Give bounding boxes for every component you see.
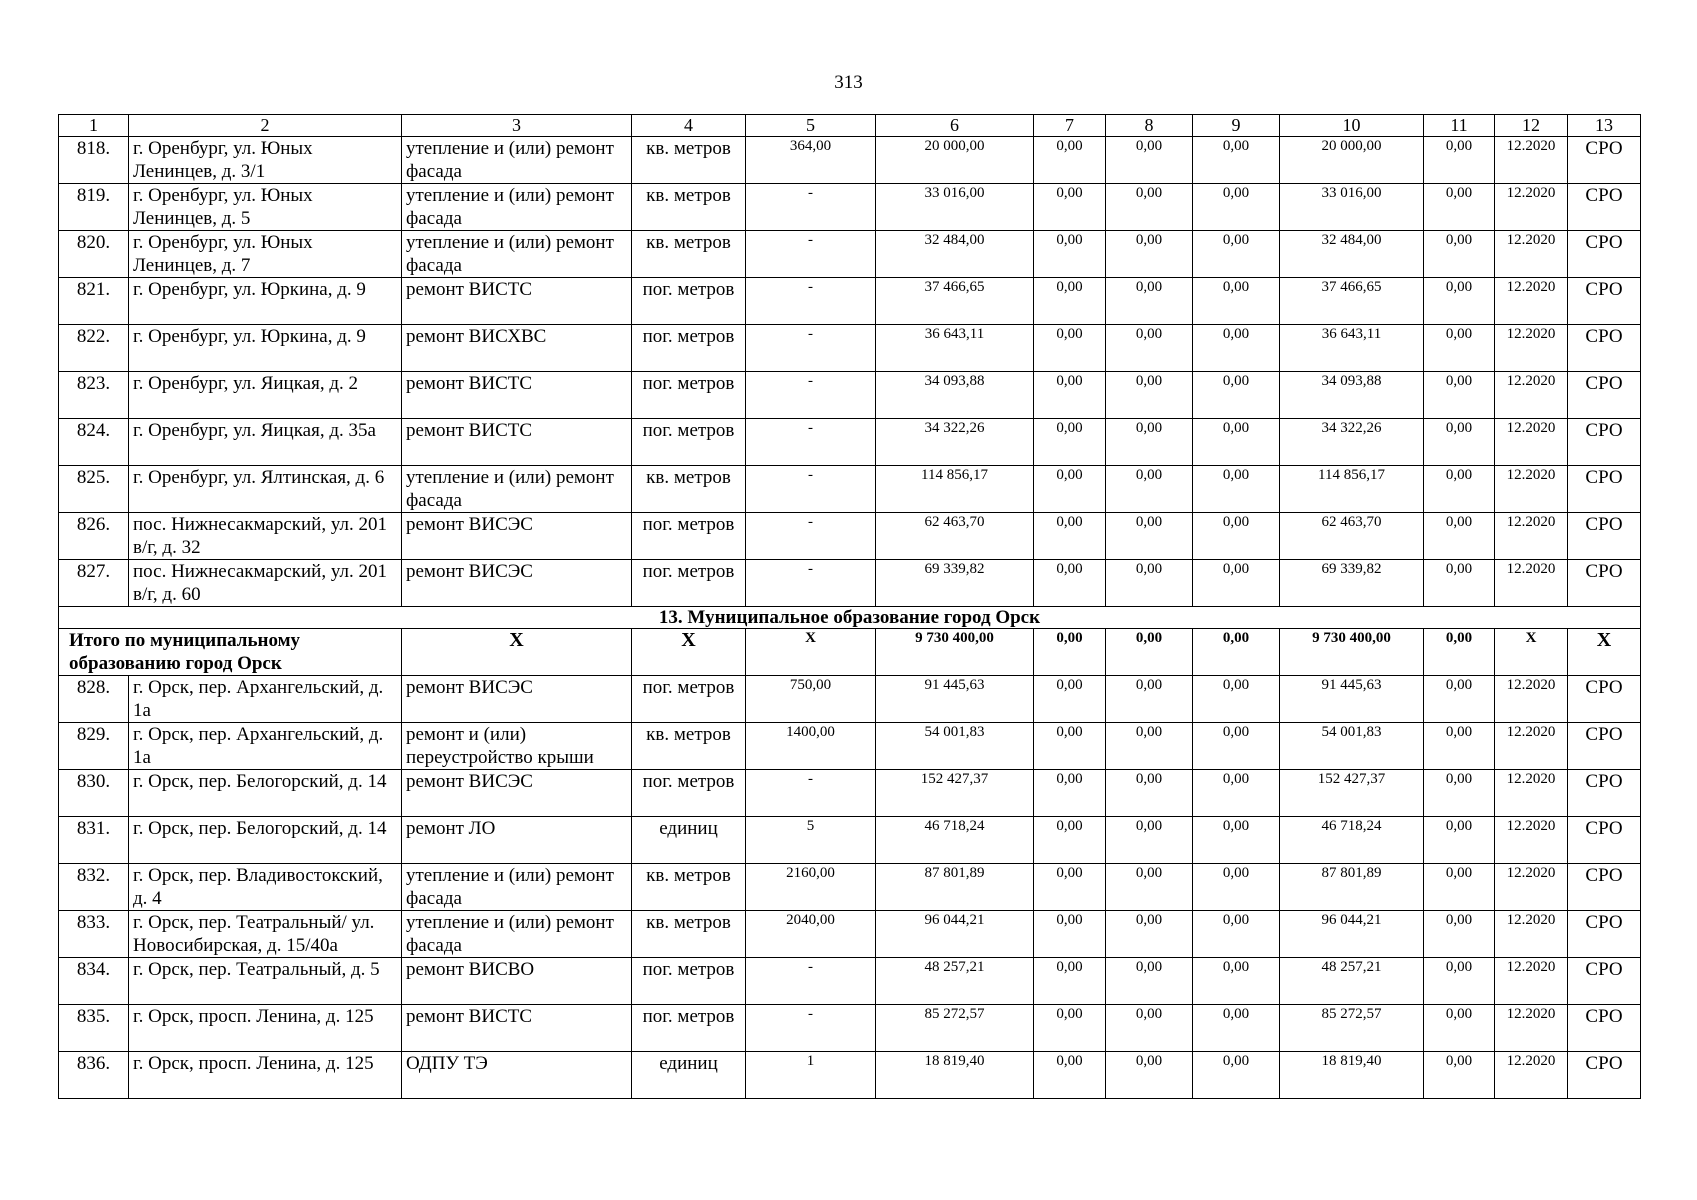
unit-cell: пог. метров [632,278,746,325]
volume-cell: - [746,419,876,466]
fund-cell: 0,00 [1106,911,1193,958]
total-cost-cell: 48 257,21 [1280,958,1424,1005]
fund-cell: 0,00 [1034,419,1106,466]
total-cell: 0,00 [1034,629,1106,676]
row-number: 820. [59,231,129,278]
work-type-cell: ремонт ВИСТС [402,419,632,466]
source-cell: СРО [1568,325,1641,372]
cost-cell: 37 466,65 [876,278,1034,325]
cost-cell: 54 001,83 [876,723,1034,770]
total-cost-cell: 33 016,00 [1280,184,1424,231]
address-cell: г. Оренбург, ул. Яицкая, д. 35а [129,419,402,466]
fund-cell: 0,00 [1193,560,1280,607]
header-cell: 2 [129,115,402,137]
volume-cell: 5 [746,817,876,864]
source-cell: СРО [1568,372,1641,419]
total-cost-cell: 114 856,17 [1280,466,1424,513]
unit-cell: пог. метров [632,372,746,419]
total-cost-cell: 91 445,63 [1280,676,1424,723]
fund-cell: 0,00 [1193,958,1280,1005]
fund-cell: 0,00 [1106,770,1193,817]
fund-cell: 0,00 [1193,137,1280,184]
table-row [59,958,1641,1005]
row-number: 827. [59,560,129,607]
work-type-cell: утепление и (или) ремонт фасада [402,184,632,231]
total-cost-cell: 20 000,00 [1280,137,1424,184]
volume-cell: 364,00 [746,137,876,184]
work-type-cell: утепление и (или) ремонт фасада [402,466,632,513]
source-cell: СРО [1568,278,1641,325]
address-cell: г. Оренбург, ул. Юркина, д. 9 [129,278,402,325]
cost-cell: 62 463,70 [876,513,1034,560]
fund-cell: 0,00 [1034,231,1106,278]
source-cell: СРО [1568,958,1641,1005]
deadline-cell: 12.2020 [1495,231,1568,278]
deadline-cell: 12.2020 [1495,817,1568,864]
unit-cell: единиц [632,1052,746,1099]
volume-cell: - [746,184,876,231]
total-cost-cell: 152 427,37 [1280,770,1424,817]
row-number: 832. [59,864,129,911]
header-cell: 3 [402,115,632,137]
work-type-cell: утепление и (или) ремонт фасада [402,864,632,911]
unit-cell: пог. метров [632,513,746,560]
section-row [59,607,1641,629]
header-cell: 10 [1280,115,1424,137]
table-row [59,723,1641,770]
fund-cell: 0,00 [1034,1052,1106,1099]
address-cell: г. Оренбург, ул. Юркина, д. 9 [129,325,402,372]
row-number: 833. [59,911,129,958]
fund-cell: 0,00 [1424,911,1495,958]
fund-cell: 0,00 [1424,817,1495,864]
header-cell: 6 [876,115,1034,137]
deadline-cell: 12.2020 [1495,676,1568,723]
header-cell: 5 [746,115,876,137]
cost-cell: 32 484,00 [876,231,1034,278]
source-cell: СРО [1568,770,1641,817]
source-cell: СРО [1568,513,1641,560]
source-cell: СРО [1568,864,1641,911]
fund-cell: 0,00 [1034,466,1106,513]
cost-cell: 85 272,57 [876,1005,1034,1052]
source-cell: СРО [1568,137,1641,184]
source-cell: СРО [1568,817,1641,864]
fund-cell: 0,00 [1193,419,1280,466]
table-row [59,231,1641,278]
fund-cell: 0,00 [1106,560,1193,607]
source-cell: СРО [1568,1005,1641,1052]
total-cell: 0,00 [1193,629,1280,676]
fund-cell: 0,00 [1106,1005,1193,1052]
fund-cell: 0,00 [1034,278,1106,325]
source-cell: СРО [1568,723,1641,770]
deadline-cell: 12.2020 [1495,723,1568,770]
deadline-cell: 12.2020 [1495,184,1568,231]
table-row [59,1005,1641,1052]
address-cell: г. Оренбург, ул. Ялтинская, д. 6 [129,466,402,513]
fund-cell: 0,00 [1193,1052,1280,1099]
unit-cell: кв. метров [632,231,746,278]
total-cell: X [402,629,632,676]
row-number: 822. [59,325,129,372]
table-row [59,419,1641,466]
row-number: 828. [59,676,129,723]
fund-cell: 0,00 [1106,513,1193,560]
address-cell: г. Оренбург, ул. Яицкая, д. 2 [129,372,402,419]
fund-cell: 0,00 [1034,958,1106,1005]
source-cell: СРО [1568,419,1641,466]
volume-cell: 1400,00 [746,723,876,770]
cost-cell: 114 856,17 [876,466,1034,513]
total-cell: X [746,629,876,676]
fund-cell: 0,00 [1424,864,1495,911]
cost-cell: 36 643,11 [876,325,1034,372]
cost-cell: 152 427,37 [876,770,1034,817]
header-cell: 11 [1424,115,1495,137]
cost-cell: 69 339,82 [876,560,1034,607]
row-number: 821. [59,278,129,325]
unit-cell: кв. метров [632,466,746,513]
address-cell: г. Орск, пер. Белогорский, д. 14 [129,817,402,864]
volume-cell: 1 [746,1052,876,1099]
table-body [59,115,1641,1099]
total-cost-cell: 46 718,24 [1280,817,1424,864]
fund-cell: 0,00 [1424,1005,1495,1052]
cost-cell: 18 819,40 [876,1052,1034,1099]
volume-cell: - [746,513,876,560]
address-cell: г. Орск, пер. Архангельский, д. 1а [129,723,402,770]
deadline-cell: 12.2020 [1495,419,1568,466]
fund-cell: 0,00 [1424,723,1495,770]
work-type-cell: ремонт ВИСЭС [402,770,632,817]
source-cell: СРО [1568,184,1641,231]
cost-cell: 34 093,88 [876,372,1034,419]
fund-cell: 0,00 [1193,325,1280,372]
unit-cell: пог. метров [632,958,746,1005]
fund-cell: 0,00 [1424,1052,1495,1099]
header-row [59,115,1641,137]
deadline-cell: 12.2020 [1495,911,1568,958]
table-row [59,770,1641,817]
fund-cell: 0,00 [1034,864,1106,911]
fund-cell: 0,00 [1034,1005,1106,1052]
total-cost-cell: 62 463,70 [1280,513,1424,560]
fund-cell: 0,00 [1193,817,1280,864]
fund-cell: 0,00 [1034,560,1106,607]
row-number: 823. [59,372,129,419]
unit-cell: пог. метров [632,325,746,372]
fund-cell: 0,00 [1106,1052,1193,1099]
work-type-cell: ОДПУ ТЭ [402,1052,632,1099]
deadline-cell: 12.2020 [1495,864,1568,911]
total-row [59,629,1641,676]
total-cell: 0,00 [1106,629,1193,676]
row-number: 836. [59,1052,129,1099]
table-row [59,560,1641,607]
fund-cell: 0,00 [1193,466,1280,513]
table-row [59,184,1641,231]
address-cell: пос. Нижнесакмарский, ул. 201 в/г, д. 32 [129,513,402,560]
fund-cell: 0,00 [1193,723,1280,770]
unit-cell: кв. метров [632,864,746,911]
fund-cell: 0,00 [1106,184,1193,231]
table-row [59,466,1641,513]
fund-cell: 0,00 [1106,958,1193,1005]
volume-cell: - [746,770,876,817]
fund-cell: 0,00 [1106,864,1193,911]
address-cell: г. Оренбург, ул. Юных Ленинцев, д. 5 [129,184,402,231]
fund-cell: 0,00 [1034,325,1106,372]
fund-cell: 0,00 [1424,372,1495,419]
unit-cell: единиц [632,817,746,864]
fund-cell: 0,00 [1193,184,1280,231]
total-cost-cell: 37 466,65 [1280,278,1424,325]
cost-cell: 48 257,21 [876,958,1034,1005]
row-number: 824. [59,419,129,466]
table-row [59,137,1641,184]
total-cost-cell: 69 339,82 [1280,560,1424,607]
fund-cell: 0,00 [1193,1005,1280,1052]
total-cost-cell: 54 001,83 [1280,723,1424,770]
deadline-cell: 12.2020 [1495,278,1568,325]
work-type-cell: ремонт ВИСТС [402,278,632,325]
volume-cell: - [746,1005,876,1052]
fund-cell: 0,00 [1106,372,1193,419]
fund-cell: 0,00 [1106,231,1193,278]
source-cell: СРО [1568,1052,1641,1099]
source-cell: СРО [1568,231,1641,278]
fund-cell: 0,00 [1034,911,1106,958]
total-cost-cell: 85 272,57 [1280,1005,1424,1052]
fund-cell: 0,00 [1034,723,1106,770]
fund-cell: 0,00 [1193,278,1280,325]
fund-cell: 0,00 [1424,231,1495,278]
row-number: 830. [59,770,129,817]
row-number: 831. [59,817,129,864]
total-cell: X [1568,629,1641,676]
cost-cell: 87 801,89 [876,864,1034,911]
header-cell: 8 [1106,115,1193,137]
fund-cell: 0,00 [1193,372,1280,419]
table-row [59,864,1641,911]
fund-cell: 0,00 [1424,560,1495,607]
fund-cell: 0,00 [1193,911,1280,958]
deadline-cell: 12.2020 [1495,560,1568,607]
deadline-cell: 12.2020 [1495,1005,1568,1052]
volume-cell: - [746,560,876,607]
volume-cell: - [746,325,876,372]
row-number: 835. [59,1005,129,1052]
total-cost-cell: 34 322,26 [1280,419,1424,466]
fund-cell: 0,00 [1106,466,1193,513]
deadline-cell: 12.2020 [1495,466,1568,513]
source-cell: СРО [1568,560,1641,607]
address-cell: пос. Нижнесакмарский, ул. 201 в/г, д. 60 [129,560,402,607]
table-row [59,817,1641,864]
fund-cell: 0,00 [1424,184,1495,231]
header-cell: 1 [59,115,129,137]
work-type-cell: ремонт и (или) переустройство крыши [402,723,632,770]
volume-cell: 2040,00 [746,911,876,958]
cost-cell: 33 016,00 [876,184,1034,231]
row-number: 826. [59,513,129,560]
fund-cell: 0,00 [1193,513,1280,560]
table-row [59,513,1641,560]
row-number: 819. [59,184,129,231]
fund-cell: 0,00 [1424,770,1495,817]
total-cell: 9 730 400,00 [1280,629,1424,676]
table-row [59,372,1641,419]
volume-cell: - [746,278,876,325]
unit-cell: кв. метров [632,911,746,958]
address-cell: г. Орск, просп. Ленина, д. 125 [129,1052,402,1099]
work-type-cell: ремонт ВИСЭС [402,676,632,723]
work-type-cell: ремонт ЛО [402,817,632,864]
unit-cell: пог. метров [632,419,746,466]
deadline-cell: 12.2020 [1495,1052,1568,1099]
fund-cell: 0,00 [1193,864,1280,911]
fund-cell: 0,00 [1106,325,1193,372]
cost-cell: 46 718,24 [876,817,1034,864]
volume-cell: 2160,00 [746,864,876,911]
capital-repair-table [58,114,1641,1099]
row-number: 825. [59,466,129,513]
table-row [59,676,1641,723]
work-type-cell: ремонт ВИСЭС [402,560,632,607]
cost-cell: 20 000,00 [876,137,1034,184]
source-cell: СРО [1568,466,1641,513]
fund-cell: 0,00 [1106,419,1193,466]
deadline-cell: 12.2020 [1495,958,1568,1005]
row-number: 829. [59,723,129,770]
header-cell: 12 [1495,115,1568,137]
fund-cell: 0,00 [1034,817,1106,864]
work-type-cell: ремонт ВИСХВС [402,325,632,372]
source-cell: СРО [1568,911,1641,958]
volume-cell: - [746,372,876,419]
header-cell: 7 [1034,115,1106,137]
fund-cell: 0,00 [1193,770,1280,817]
fund-cell: 0,00 [1193,231,1280,278]
volume-cell: - [746,466,876,513]
work-type-cell: ремонт ВИСВО [402,958,632,1005]
fund-cell: 0,00 [1424,676,1495,723]
fund-cell: 0,00 [1106,723,1193,770]
page-number: 313 [834,72,863,93]
fund-cell: 0,00 [1424,325,1495,372]
deadline-cell: 12.2020 [1495,137,1568,184]
unit-cell: пог. метров [632,560,746,607]
fund-cell: 0,00 [1193,676,1280,723]
fund-cell: 0,00 [1424,466,1495,513]
work-type-cell: ремонт ВИСТС [402,372,632,419]
work-type-cell: утепление и (или) ремонт фасада [402,911,632,958]
total-cost-cell: 87 801,89 [1280,864,1424,911]
volume-cell: 750,00 [746,676,876,723]
total-cell: 9 730 400,00 [876,629,1034,676]
section-title: 13. Муниципальное образование город Орск [59,607,1641,629]
address-cell: г. Оренбург, ул. Юных Ленинцев, д. 7 [129,231,402,278]
unit-cell: пог. метров [632,676,746,723]
header-cell: 13 [1568,115,1641,137]
total-cell: X [632,629,746,676]
address-cell: г. Орск, пер. Владивостокский, д. 4 [129,864,402,911]
fund-cell: 0,00 [1106,817,1193,864]
unit-cell: кв. метров [632,137,746,184]
cost-cell: 34 322,26 [876,419,1034,466]
row-number: 818. [59,137,129,184]
total-cost-cell: 18 819,40 [1280,1052,1424,1099]
fund-cell: 0,00 [1106,676,1193,723]
work-type-cell: утепление и (или) ремонт фасада [402,137,632,184]
work-type-cell: ремонт ВИСТС [402,1005,632,1052]
deadline-cell: 12.2020 [1495,372,1568,419]
deadline-cell: 12.2020 [1495,770,1568,817]
cost-cell: 91 445,63 [876,676,1034,723]
fund-cell: 0,00 [1034,184,1106,231]
fund-cell: 0,00 [1034,372,1106,419]
fund-cell: 0,00 [1106,137,1193,184]
fund-cell: 0,00 [1106,278,1193,325]
cost-cell: 96 044,21 [876,911,1034,958]
total-cell: X [1495,629,1568,676]
header-cell: 9 [1193,115,1280,137]
fund-cell: 0,00 [1424,278,1495,325]
fund-cell: 0,00 [1424,137,1495,184]
work-type-cell: утепление и (или) ремонт фасада [402,231,632,278]
unit-cell: кв. метров [632,723,746,770]
total-cost-cell: 36 643,11 [1280,325,1424,372]
table-row [59,325,1641,372]
fund-cell: 0,00 [1034,137,1106,184]
work-type-cell: ремонт ВИСЭС [402,513,632,560]
total-label: Итого по муниципальному образованию город Орск [59,629,402,676]
volume-cell: - [746,231,876,278]
table-row [59,911,1641,958]
total-cell: 0,00 [1424,629,1495,676]
unit-cell: пог. метров [632,770,746,817]
fund-cell: 0,00 [1424,513,1495,560]
deadline-cell: 12.2020 [1495,325,1568,372]
fund-cell: 0,00 [1034,676,1106,723]
unit-cell: пог. метров [632,1005,746,1052]
address-cell: г. Орск, пер. Театральный, д. 5 [129,958,402,1005]
volume-cell: - [746,958,876,1005]
address-cell: г. Орск, просп. Ленина, д. 125 [129,1005,402,1052]
fund-cell: 0,00 [1424,419,1495,466]
fund-cell: 0,00 [1424,958,1495,1005]
fund-cell: 0,00 [1034,770,1106,817]
total-cost-cell: 96 044,21 [1280,911,1424,958]
deadline-cell: 12.2020 [1495,513,1568,560]
total-cost-cell: 32 484,00 [1280,231,1424,278]
unit-cell: кв. метров [632,184,746,231]
address-cell: г. Орск, пер. Театральный/ ул. Новосибирская, д. 15/40а [129,911,402,958]
address-cell: г. Оренбург, ул. Юных Ленинцев, д. 3/1 [129,137,402,184]
address-cell: г. Орск, пер. Белогорский, д. 14 [129,770,402,817]
table-row [59,1052,1641,1099]
address-cell: г. Орск, пер. Архангельский, д. 1а [129,676,402,723]
fund-cell: 0,00 [1034,513,1106,560]
header-cell: 4 [632,115,746,137]
table-row [59,278,1641,325]
row-number: 834. [59,958,129,1005]
source-cell: СРО [1568,676,1641,723]
total-cost-cell: 34 093,88 [1280,372,1424,419]
